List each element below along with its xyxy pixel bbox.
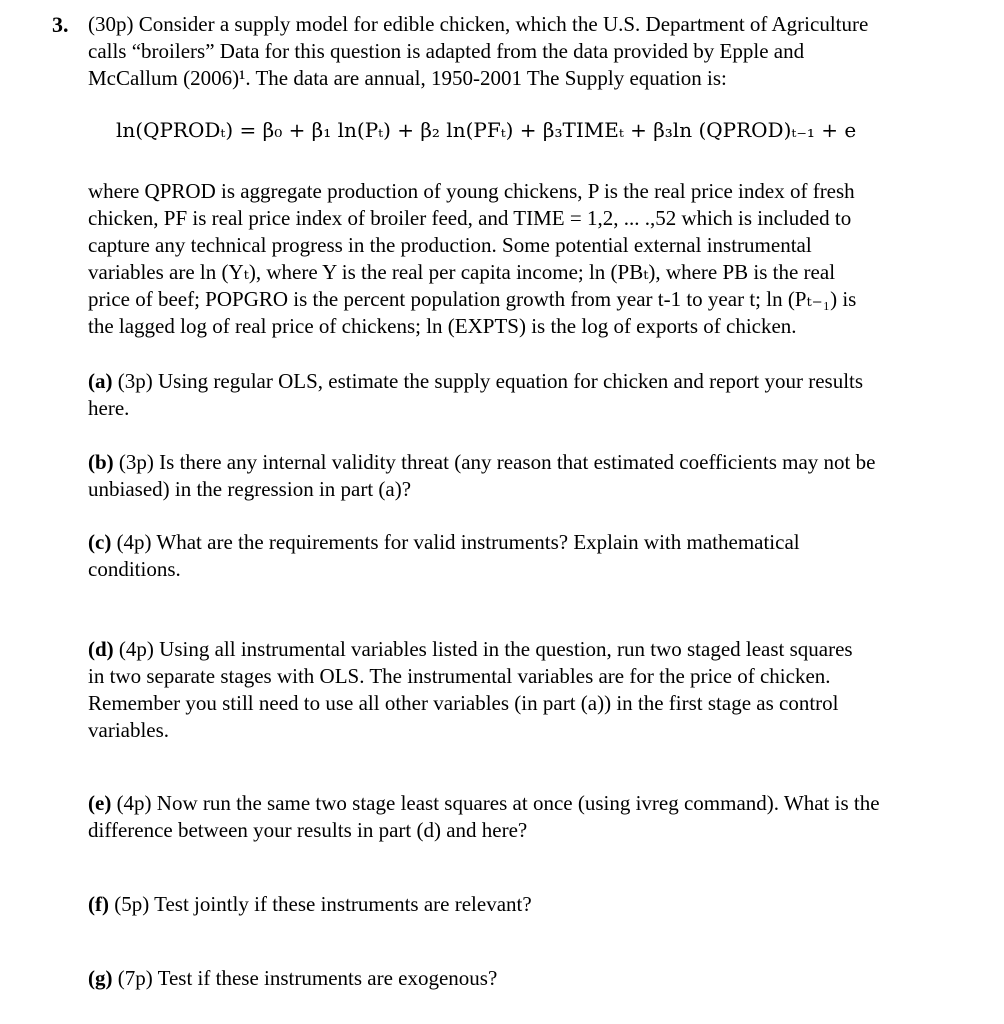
description-line: capture any technical progress in the production. Some potential external instrumental [88, 233, 812, 257]
part-label: (b) [88, 450, 114, 474]
part-label: (f) [88, 892, 109, 916]
part-c [88, 529, 1004, 583]
part-text: (5p) Test jointly if these instruments are relevant? [114, 892, 532, 916]
description-line: chicken, PF is real price index of broiler feed, and TIME = 1,2, ... .,52 which is included to [88, 206, 852, 230]
variable-description [88, 178, 980, 340]
part-f [88, 891, 1004, 918]
part-text: in two separate stages with OLS. The instrumental variables are for the price of chicken. [88, 664, 831, 688]
part-text: unbiased) in the regression in part (a)? [88, 477, 412, 501]
part-label: (a) [88, 369, 113, 393]
part-text: (4p) Using all instrumental variables listed in the question, run two staged least squares [118, 637, 853, 661]
intro-line: calls “broilers” Data for this question is adapted from the data provided by Epple and [88, 39, 805, 63]
question-number: 3. [52, 12, 69, 37]
intro-line: McCallum (2006)¹. The data are annual, 1950-2001 The Supply equation is: [88, 66, 727, 90]
part-b [88, 449, 1004, 503]
part-label: (g) [88, 966, 113, 990]
part-label: (e) [88, 791, 112, 815]
description-line: variables are ln (Yₜ), where Y is the real per capita income; ln (PBₜ), where PB is the real [88, 260, 836, 284]
part-text: variables. [88, 718, 170, 742]
part-text: (7p) Test if these instruments are exogenous? [117, 966, 498, 990]
part-g [88, 965, 1004, 992]
part-label: (d) [88, 637, 114, 661]
part-e [88, 790, 1004, 844]
description-line: where QPROD is aggregate production of young chickens, P is the real price index of fresh [88, 179, 855, 203]
part-d [88, 636, 1004, 744]
description-line: the lagged log of real price of chickens; ln (EXPTS) is the log of exports of chicken. [88, 314, 797, 338]
part-text: (3p) Is there any internal validity threat (any reason that estimated coefficients may not be [118, 450, 876, 474]
part-text: difference between your results in part (d) and here? [88, 818, 528, 842]
part-text: here. [88, 396, 130, 420]
part-text: (3p) Using regular OLS, estimate the supply equation for chicken and report your results [117, 369, 864, 393]
part-text: (4p) What are the requirements for valid instruments? Explain with mathematical [116, 530, 800, 554]
part-text: conditions. [88, 557, 181, 581]
intro-line: (30p) Consider a supply model for edible chicken, which the U.S. Department of Agriculture [88, 12, 869, 36]
supply-equation: ln(QPRODₜ) = β₀ + β₁ ln(Pₜ) + β₂ ln(PFₜ) + β₃TIMEₜ + β₃ln (QPROD)ₜ₋₁ + e [116, 118, 857, 142]
description-line: price of beef; POPGRO is the percent population growth from year t-1 to year t; ln (Pₜ₋₁) is [88, 287, 857, 311]
part-text: (4p) Now run the same two stage least squares at once (using ivreg command). What is the [116, 791, 880, 815]
part-text: Remember you still need to use all other variables (in part (a)) in the first stage as control [88, 691, 839, 715]
part-a [88, 368, 1004, 422]
part-label: (c) [88, 530, 112, 554]
question-intro [88, 11, 978, 92]
